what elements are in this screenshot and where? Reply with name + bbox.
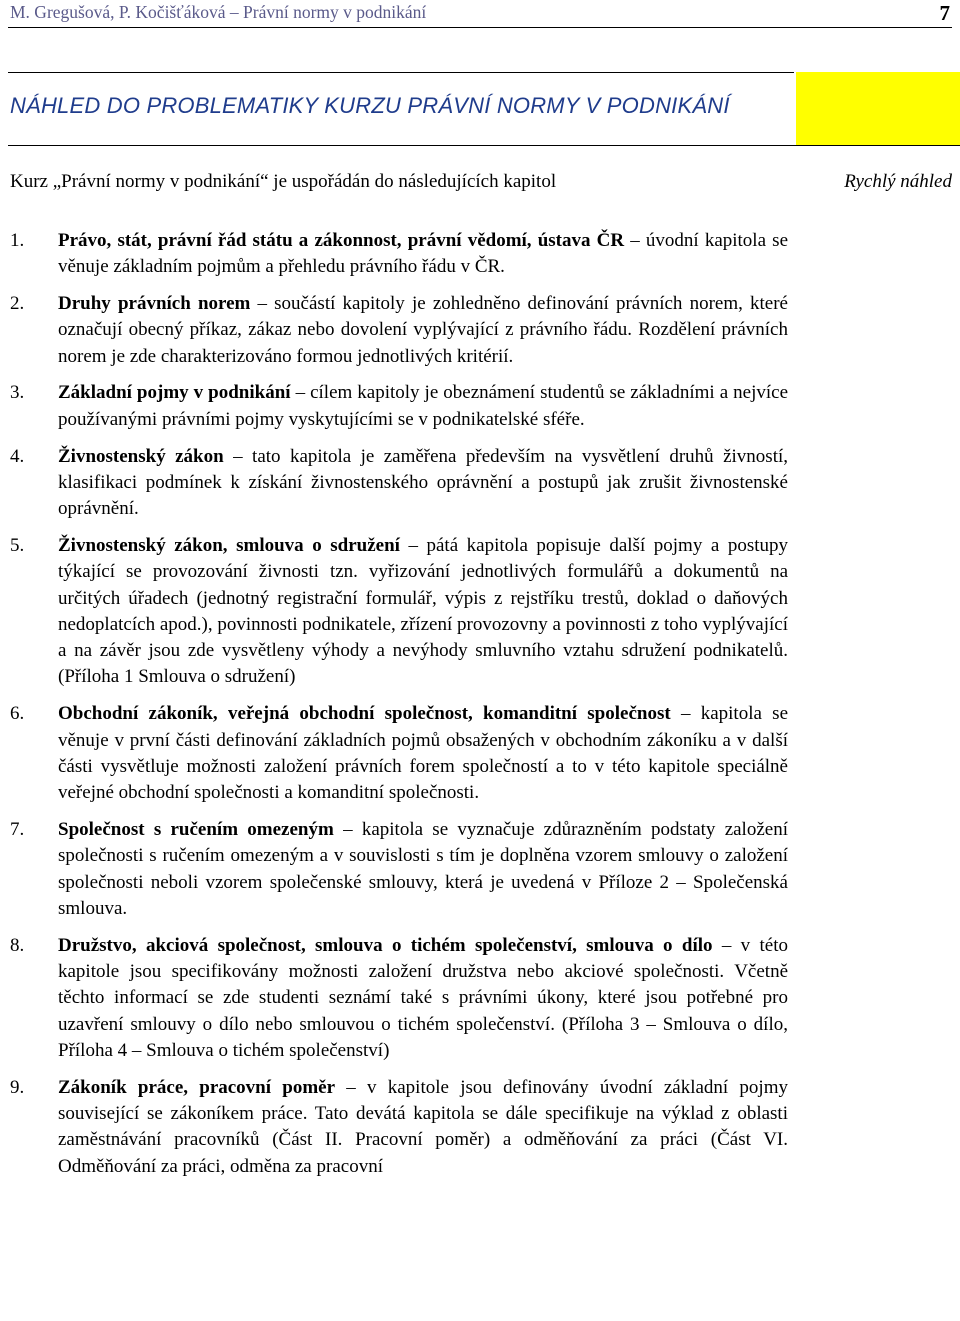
item-title: Družstvo, akciová společnost, smlouva o tichém společenství, smlouva o dílo <box>58 934 713 956</box>
list-item <box>10 1075 788 1180</box>
item-number: 2. <box>10 293 25 315</box>
running-header: M. Gregušová, P. Kočišťáková – Právní normy v podnikání <box>10 2 427 22</box>
item-text: – úvodní kapitola se věnuje základním pojmům a přehledu právního řádu v ČR. <box>58 230 789 278</box>
intro-text: Kurz „Právní normy v podnikání“ je uspořádán do následujících kapitol <box>10 171 557 192</box>
item-text: – pátá kapitola popisuje další pojmy a postupy týkající se provozování živnosti tzn. vyřizování jednotlivých formulářů a dokumentů na určitých úřadech (jednotný registrační formulář, výpis z rejstříku trestů, doklad o daňových nedoplatcích apod.), povinnosti podnikatele, zřízení provozovny a povinnosti z toho vyplývající a na závěr jsou zde vysvětleny výhody a nevýhody smluvního vztahu sdružení podnikatelů. (Příloha 1 Smlouva o sdružení) <box>58 534 789 688</box>
item-title: Základní pojmy v podnikání <box>58 382 291 404</box>
list-item <box>10 444 788 523</box>
item-number: 7. <box>10 818 25 840</box>
item-body <box>58 1075 788 1180</box>
margin-note: Rychlý náhled <box>844 171 952 192</box>
item-body <box>58 533 788 691</box>
list-item <box>10 291 788 370</box>
item-body <box>58 701 788 806</box>
item-number: 1. <box>10 230 25 251</box>
item-body <box>58 380 788 433</box>
item-text: – v kapitole jsou definovány úvodní základní pojmy související se zákoníkem práce. Tato devátá kapitola se dále specifikuje na výklad z oblasti zaměstnávání pracovníků (Část II. Pracovní poměr) a odměňování za práci (Část VI. Odměňování za práci, odměna za pracovní <box>58 1076 788 1177</box>
list-item <box>10 533 788 691</box>
item-body <box>58 817 788 922</box>
item-text: – kapitola se věnuje v první části definování základních pojmů obsažených v obchodním zákoníku a v další části vysvětluje možnosti založení právních forem společností a to v této kapitole speciálně veřejné obchodní společnosti a komanditní společnosti. <box>58 703 788 804</box>
item-title: Společnost s ručením omezeným <box>58 818 334 840</box>
item-number: 8. <box>10 934 25 956</box>
page-number: 7 <box>939 1 950 25</box>
item-text: – tato kapitola je zaměřena především na vysvětlení druhů živností, klasifikaci podmínek k získání živnostenského oprávnění a postupů jak zrušit živnostenské oprávnění. <box>58 445 788 520</box>
margin-highlight-box <box>796 72 960 146</box>
item-title: Druhy právních norem <box>58 293 251 315</box>
item-text: – v této kapitole jsou specifikovány možnosti založení družstva nebo akciové společnosti. Včetně těchto informací se zde studenti seznámí také s právními úkony, které jsou potřebné pro uzavření smlouvy o dílo nebo smlouvou o tichém společenství. (Příloha 3 – Smlouva o dílo, Příloha 4 – Smlouva o tichém společenství) <box>58 934 788 1061</box>
item-title: Živnostenský zákon, smlouva o sdružení <box>58 534 400 556</box>
item-title: Právo, stát, právní řád státu a zákonnost, právní vědomí, ústava ČR <box>58 230 625 251</box>
item-number: 5. <box>10 534 25 556</box>
item-number: 4. <box>10 445 25 467</box>
chapter-list <box>10 228 788 1190</box>
header-divider <box>8 27 952 28</box>
item-number: 9. <box>10 1076 25 1098</box>
list-item <box>10 228 788 281</box>
list-item <box>10 701 788 806</box>
banner-divider <box>8 145 960 146</box>
item-title: Obchodní zákoník, veřejná obchodní společnost, komanditní společnost <box>58 703 671 725</box>
item-text: – součástí kapitoly je zohledněno definování právních norem, které označují obecný příkaz, zákaz nebo dovolení vyplývající z právního řádu. Rozdělení právních norem je zde charakterizováno formou jednotlivých kritérií. <box>58 293 788 367</box>
item-number: 3. <box>10 382 25 404</box>
item-text: – cílem kapitoly je obeznámení studentů se základními a nejvíce používanými právními pojmy vyskytujícími se v podnikatelské sféře. <box>58 382 789 430</box>
list-item <box>10 933 788 1064</box>
list-item <box>10 817 788 922</box>
item-text: – kapitola se vyznačuje zdůrazněním podstaty založení společnosti s ručením omezeným a v souvislosti s tím je doplněna vzorem smlouvy o založení společnosti neboli vzorem společenské smlouvy, která je uvedená v Příloze 2 – Společenská smlouva. <box>58 818 788 919</box>
item-body <box>58 228 788 281</box>
section-title: NÁHLED DO PROBLEMATIKY KURZU PRÁVNÍ NORMY V PODNIKÁNÍ <box>10 93 730 118</box>
item-body <box>58 291 788 370</box>
item-title: Živnostenský zákon <box>58 445 224 467</box>
item-body <box>58 444 788 523</box>
item-body <box>58 933 788 1064</box>
item-title: Zákoník práce, pracovní poměr <box>58 1076 336 1098</box>
list-item <box>10 380 788 433</box>
item-number: 6. <box>10 703 25 725</box>
